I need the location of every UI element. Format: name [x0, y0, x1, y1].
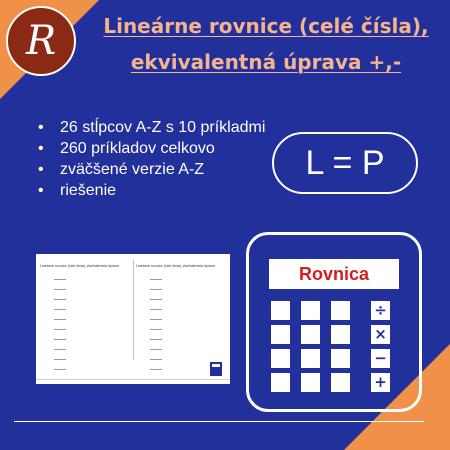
feature-item: • riešenie [36, 181, 270, 201]
plus-key: + [371, 373, 390, 392]
page-title [86, 8, 446, 80]
calculator-key [331, 325, 350, 344]
calculator-illustration [246, 232, 422, 412]
calculator-key [331, 373, 350, 392]
worksheet-preview [36, 254, 230, 384]
worksheet-heading: Lineárne rovnice (celé čísla), ekvivalentná úprava [40, 264, 119, 268]
feature-item: • 260 príkladov celkovo [36, 139, 270, 159]
calculator-key [301, 325, 320, 344]
feature-item: • zväčšené verzie A-Z [36, 160, 270, 180]
divide-key: ÷ [371, 301, 390, 320]
worksheet-divider [133, 260, 134, 360]
calculator-key [301, 301, 320, 320]
calculator-key [271, 373, 290, 392]
worksheet-footer-rule [36, 379, 230, 380]
feature-list [36, 118, 270, 202]
worksheet-column [40, 262, 130, 370]
feature-item: • 26 stĺpcov A-Z s 10 príkladmi [36, 118, 270, 138]
multiply-key: × [371, 325, 390, 344]
calculator-key [271, 325, 290, 344]
title-line-2: ekvivalentná úprava +,- [130, 50, 402, 74]
worksheet-column [136, 262, 226, 370]
brand-logo [6, 6, 76, 76]
calculator-key [271, 349, 290, 368]
bottom-divider [14, 421, 424, 422]
calculator-display: Rovnica [269, 259, 399, 289]
calculator-icon [210, 362, 222, 376]
title-line-1: Lineárne rovnice (celé čísla), [103, 14, 429, 38]
logo-letter: R [25, 18, 57, 64]
worksheet-heading: Lineárne rovnice (celé čísla), ekvivalentná úprava [136, 264, 215, 268]
equation-badge: L = P [272, 132, 418, 194]
calculator-key [301, 373, 320, 392]
calculator-key [331, 301, 350, 320]
minus-key: − [371, 349, 390, 368]
calculator-key [271, 301, 290, 320]
calculator-key [301, 349, 320, 368]
calculator-key [331, 349, 350, 368]
